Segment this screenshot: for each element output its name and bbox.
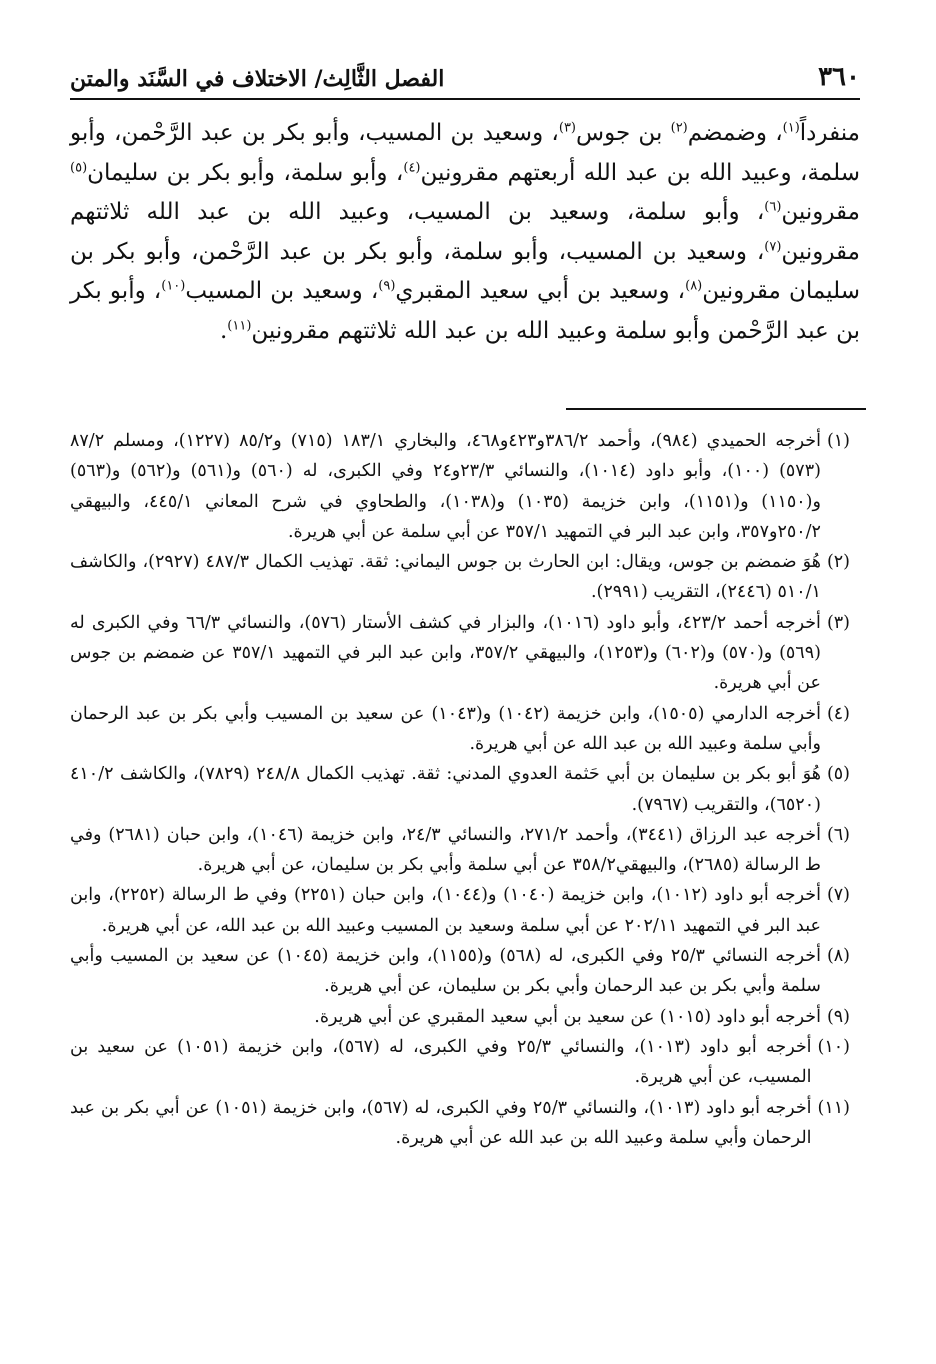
body-text-segment: ، وسعيد بن المسيب، وأبو سلمة، وأبو بكر بن عبد الرَّحْمن، وأبو بكر بن سليمان مقرونين bbox=[70, 238, 860, 304]
footnote-text: هُوَ ضمضم بن جوس، ويقال: ابن الحارث بن جوس اليماني: ثقة. تهذيب الكمال ٤٨٧/٣ (٢٩٢٧)، والكاشف ٥١٠/١ (٢٤٤٦)، التقريب (٢٩٩١). bbox=[70, 552, 821, 603]
footnote bbox=[70, 1093, 850, 1154]
footnote-number: (٥) bbox=[826, 764, 850, 785]
footnote-reference: (١٠) bbox=[161, 278, 186, 294]
footnote-reference: (٤) bbox=[403, 159, 421, 175]
footnote-text: أخرجه عبد الرزاق (٣٤٤١)، وأحمد ٢٧١/٢، والنسائي ٢٤/٣، وابن خزيمة (١٠٤٦)، وابن حبان (٢٦٨١) وفي ط الرسالة (٢٦٨٥)، والبيهقي٣٥٨/٢ عن أبي سلمة وأبي بكر بن سليمان، عن أبي هريرة. bbox=[70, 824, 821, 876]
body-text-segment: ، وضمضم bbox=[687, 120, 783, 146]
book-page bbox=[70, 52, 860, 374]
footnote-text: أخرجه أبو داود (١٠١٥) عن سعيد بن أبي سعيد المقبري عن أبي هريرة. bbox=[314, 1006, 821, 1027]
body-text-segment: ، وسعيد بن المسيب bbox=[185, 278, 379, 304]
footnote-text: أخرجه أبو داود (١٠١٣)، والنسائي ٢٥/٣ وفي الكبرى، له (٥٦٧)، وابن خزيمة (١٠٥١) عن أبي بكر بن عبد الرحمان وأبي سلمة وعبيد الله بن عبد الله عن أبي هريرة. bbox=[70, 1097, 812, 1148]
footnote-reference: (٧) bbox=[764, 238, 782, 254]
body-text-segment: ، وأبو بكر بن عبد الرَّحْمن وأبو سلمة وعبيد الله بن عبد الله ثلاثتهم مقرونين bbox=[70, 278, 860, 344]
footnote bbox=[70, 820, 850, 881]
footnote bbox=[70, 547, 850, 608]
footnote-text: أخرجه أبو داود (١٠١٢)، وابن خزيمة (١٠٤٠) و(١٠٤٤)، وابن حبان (٢٢٥١) وفي ط الرسالة (٢٢٥٢)، وابن عبد البر في التمهيد ٢٠٢/١١ عن أبي سلمة وسعيد بن المسيب وعبيد الله بن عبد الله، عن أبي هريرة. bbox=[70, 885, 821, 936]
footnote-number: (٨) bbox=[826, 946, 850, 967]
footnote-number: (١١) bbox=[817, 1097, 850, 1118]
footnote-reference: (٣) bbox=[558, 120, 576, 136]
footnote bbox=[70, 699, 850, 760]
main-paragraph bbox=[70, 114, 860, 351]
footnote bbox=[70, 426, 850, 547]
body-text-segment: ، وأبو سلمة، وأبو بكر بن سليمان bbox=[87, 159, 404, 186]
body-text-segment: ، وأبو سلمة، وسعيد بن المسيب، وعبيد الله بن عبد الله ثلاثتهم مقرونين bbox=[70, 199, 860, 265]
body-text-segment: ، وسعيد بن أبي سعيد المقبري bbox=[395, 278, 686, 304]
footnote-text: أخرجه النسائي ٢٥/٣ وفي الكبرى، له (٥٦٨) و(١١٥٥)، وابن خزيمة (١٠٤٥) عن سعيد بن المسيب وأبي سلمة وأبي بكر بن عبد الرحمان وأبي بكر بن سليمان، عن أبي هريرة. bbox=[70, 946, 821, 997]
footnote-number: (٧) bbox=[826, 885, 850, 906]
footnote-reference: (٨) bbox=[685, 278, 703, 294]
footnote-text: أخرجه أحمد ٤٢٣/٢، وأبو داود (١٠١٦)، والبزار في كشف الأستار (٥٧٦)، والنسائي ٦٦/٣ وفي الكبرى له (٥٦٩) و(٥٧٠) و(٦٠٢) و(١٢٥٣)، والبيهقي ٣٥٧/٢، وابن عبد البر في التمهيد ٣٥٧/١ عن ضمضم بن جوس عن أبي هريرة. bbox=[70, 612, 821, 694]
footnote bbox=[70, 880, 850, 941]
body-text-segment: بن جوس bbox=[576, 120, 671, 146]
footnotes-section bbox=[70, 426, 850, 1153]
footnote-number: (٢) bbox=[826, 552, 850, 573]
footnote-text: أخرجه الدارمي (١٥٠٥)، وابن خزيمة (١٠٤٢) و(١٠٤٣) عن سعيد بن المسيب وأبي بكر بن عبد الرحمان وأبي سلمة وعبيد الله بن عبد الله عن أبي هريرة. bbox=[70, 703, 821, 754]
footnote-number: (٣) bbox=[826, 612, 850, 633]
running-title: الفصل الثَّالِث/ الاختلاف في السَّنَد والمتن bbox=[70, 66, 445, 92]
body-text-segment: ، وسعيد بن المسيب، وأبو بكر بن عبد الرَّحْمن، وأبو سلمة، وعبيد الله بن عبد الله أربعتهم مقرونين bbox=[70, 120, 860, 186]
body-text-segment: منفرداً bbox=[799, 120, 860, 146]
page-header bbox=[70, 52, 860, 100]
footnote-reference: (١١) bbox=[227, 317, 252, 333]
footnote bbox=[70, 759, 850, 820]
footnote-number: (٩) bbox=[826, 1006, 850, 1027]
footnote-reference: (٩) bbox=[378, 278, 396, 294]
footnote bbox=[70, 608, 850, 699]
footnote-number: (٦) bbox=[826, 824, 850, 845]
body-text-segment: . bbox=[219, 317, 228, 344]
body-text-segment: مقرونين bbox=[781, 199, 860, 225]
footnote-number: (١٠) bbox=[817, 1036, 850, 1057]
footnote bbox=[70, 1002, 850, 1032]
page-number: ٣٦٠ bbox=[818, 62, 860, 92]
footnote-reference: (٦) bbox=[764, 199, 782, 215]
footnote-reference: (١) bbox=[782, 120, 800, 136]
footnote-text: هُوَ أبو بكر بن سليمان بن أبي حَثمة العدوي المدني: ثقة. تهذيب الكمال ٢٤٨/٨ (٧٨٢٩)، والكاشف ٤١٠/٢ (٦٥٢٠)، والتقريب (٧٩٦٧). bbox=[70, 764, 821, 815]
footnote-number: (٤) bbox=[826, 703, 850, 724]
footnote-reference: (٢) bbox=[670, 120, 688, 136]
footnote bbox=[70, 1032, 850, 1093]
footnote-number: (١) bbox=[826, 431, 850, 451]
footnote-reference: (٥) bbox=[70, 159, 88, 175]
footnote bbox=[70, 941, 850, 1002]
footnote-divider bbox=[566, 408, 866, 410]
footnote-text: أخرجه الحميدي (٩٨٤)، وأحمد ٣٨٦/٢و٤٢٣و٤٦٨، والبخاري ١٨٣/١ (٧١٥) و٨٥/٢ (١٢٢٧)، ومسلم ٨٧/٢ (٥٧٣) (١٠٠)، وأبو داود (١٠١٤)، والنسائي ٢٣/٣و٢٤ وفي الكبرى، له (٥٦٠) و(٥٦١) و(٥٦٢) و(٥٦٣) و(١١٥٠) و(١١٥١)، وابن خزيمة (١٠٣٥) و(١٠٣٨)، والطحاوي في شرح المعاني ٤٤٥/١، والبيهقي ٢٥٠/٢و٣٥٧، وابن عبد البر في التمهيد ٣٥٧/١ عن أبي سلمة عن أبي هريرة. bbox=[70, 431, 821, 542]
footnote-text: أخرجه أبو داود (١٠١٣)، والنسائي ٢٥/٣ وفي الكبرى، له (٥٦٧)، وابن خزيمة (١٠٥١) عن سعيد بن المسيب، عن أبي هريرة. bbox=[70, 1036, 812, 1088]
